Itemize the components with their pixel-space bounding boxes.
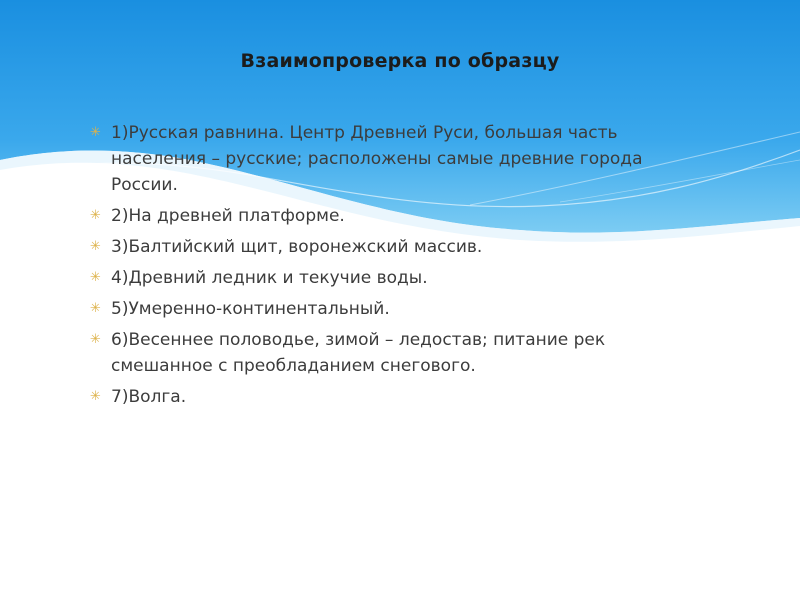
slide-title: Взаимопроверка по образцу <box>240 50 560 72</box>
list-item-text: 1)Русская равнина. Центр Древней Руси, большая часть населения – русские; расположены самые древние города России. <box>111 123 643 195</box>
list-item <box>90 384 680 410</box>
list-item-text: 7)Волга. <box>111 387 187 407</box>
asterisk-bullet-icon: ✳ <box>90 389 101 404</box>
list-item-text: 3)Балтийский щит, воронежский массив. <box>111 237 483 257</box>
list-item-text: 6)Весеннее половодье, зимой – ледостав; питание рек смешанное с преобладанием снегового. <box>111 330 606 376</box>
list-item-text: 4)Древний ледник и текучие воды. <box>111 268 428 288</box>
asterisk-bullet-icon: ✳ <box>90 301 101 316</box>
list-item <box>90 203 680 229</box>
bullet-list <box>90 120 680 415</box>
list-item <box>90 265 680 291</box>
list-item <box>90 234 680 260</box>
list-item <box>90 120 680 198</box>
list-item-text: 2)На древней платформе. <box>111 206 345 226</box>
list-item-text: 5)Умеренно-континентальный. <box>111 299 390 319</box>
asterisk-bullet-icon: ✳ <box>90 239 101 254</box>
list-item <box>90 296 680 322</box>
list-item <box>90 327 680 379</box>
asterisk-bullet-icon: ✳ <box>90 208 101 223</box>
asterisk-bullet-icon: ✳ <box>90 270 101 285</box>
asterisk-bullet-icon: ✳ <box>90 332 101 347</box>
asterisk-bullet-icon: ✳ <box>90 125 101 140</box>
